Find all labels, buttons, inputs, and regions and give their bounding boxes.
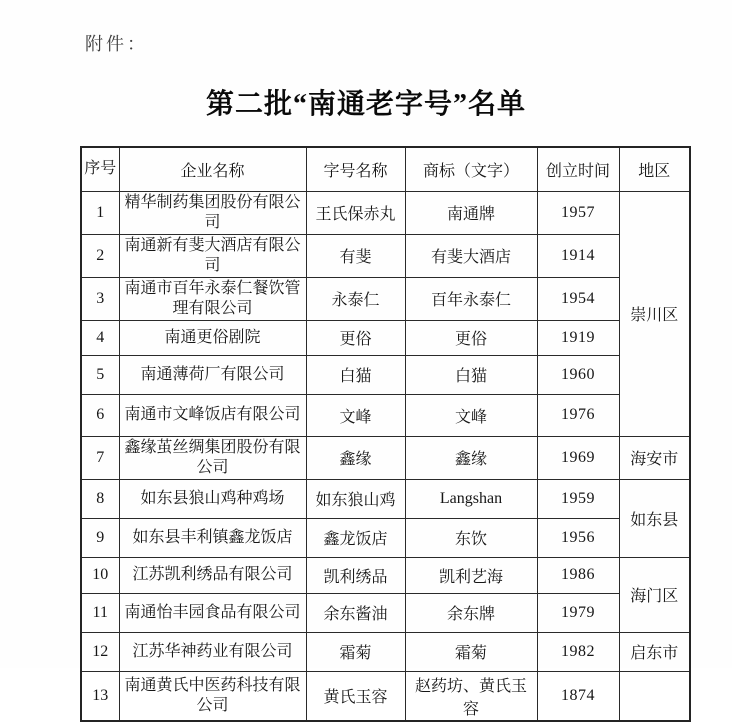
table-row: [81, 593, 690, 632]
cell-brand: 余东酱油: [306, 593, 405, 632]
cell-year: 1969: [537, 436, 619, 479]
cell-brand: 黄氏玉容: [306, 671, 405, 721]
cell-year: 1986: [537, 557, 619, 593]
cell-brand: 白猫: [306, 355, 405, 394]
cell-trademark: 余东牌: [405, 593, 537, 632]
cell-no: 5: [81, 355, 119, 394]
col-header-founded: 创立时间: [537, 147, 619, 191]
cell-company: 江苏华神药业有限公司: [119, 632, 306, 671]
region-cell-chongchuan: 崇川区: [619, 191, 690, 436]
cell-trademark: 文峰: [405, 394, 537, 436]
cell-trademark: 白猫: [405, 355, 537, 394]
cell-company: 精华制药集团股份有限公司: [119, 191, 306, 234]
col-header-brand: 字号名称: [306, 147, 405, 191]
cell-company: 鑫缘茧丝绸集团股份有限公司: [119, 436, 306, 479]
cell-brand: 鑫缘: [306, 436, 405, 479]
table-row: [81, 632, 690, 671]
table-row: [81, 277, 690, 320]
col-header-no: 序号: [81, 147, 119, 191]
cell-brand: 鑫龙饭店: [306, 518, 405, 557]
cell-company: 南通黄氏中医药科技有限公司: [119, 671, 306, 721]
cell-trademark: 赵药坊、黄氏玉容: [405, 671, 537, 721]
region-cell-qidong: 启东市: [619, 632, 690, 671]
cell-brand: 永泰仁: [306, 277, 405, 320]
cell-company: 南通更俗剧院: [119, 320, 306, 355]
cell-year: 1982: [537, 632, 619, 671]
table-row: [81, 320, 690, 355]
cell-brand: 更俗: [306, 320, 405, 355]
cell-no: 9: [81, 518, 119, 557]
cell-year: 1979: [537, 593, 619, 632]
cell-company: 南通市百年永泰仁餐饮管理有限公司: [119, 277, 306, 320]
table-row: [81, 394, 690, 436]
cell-company: 如东县狼山鸡种鸡场: [119, 479, 306, 518]
table-header-row: [81, 147, 690, 191]
table-row: [81, 479, 690, 518]
cell-year: 1957: [537, 191, 619, 234]
cell-year: 1976: [537, 394, 619, 436]
table-row: [81, 191, 690, 234]
cell-year: 1956: [537, 518, 619, 557]
cell-trademark: 凯利艺海: [405, 557, 537, 593]
cell-no: 8: [81, 479, 119, 518]
col-header-region: 地区: [619, 147, 690, 191]
page-title: 第二批“南通老字号”名单: [205, 89, 526, 120]
cell-company: 南通薄荷厂有限公司: [119, 355, 306, 394]
cell-company: 南通新有斐大酒店有限公司: [119, 234, 306, 277]
region-cell-haimen: 海门区: [619, 557, 690, 632]
cell-no: 11: [81, 593, 119, 632]
cell-company: 江苏凯利绣品有限公司: [119, 557, 306, 593]
cell-brand: 凯利绣品: [306, 557, 405, 593]
table-row: [81, 518, 690, 557]
region-cell-row13: [619, 671, 690, 721]
cell-trademark: 百年永泰仁: [405, 277, 537, 320]
cell-no: 6: [81, 394, 119, 436]
table-row: [81, 436, 690, 479]
table-row-clipped: [81, 671, 690, 721]
cell-company: 南通市文峰饭店有限公司: [119, 394, 306, 436]
table-row: [81, 557, 690, 593]
cell-no: 2: [81, 234, 119, 277]
cell-year: 1919: [537, 320, 619, 355]
attachment-label: 附件：: [85, 34, 148, 54]
cell-company: 南通怡丰园食品有限公司: [119, 593, 306, 632]
cell-brand: 文峰: [306, 394, 405, 436]
cell-trademark: 南通牌: [405, 191, 537, 234]
cell-company: 如东县丰利镇鑫龙饭店: [119, 518, 306, 557]
cell-trademark: 霜菊: [405, 632, 537, 671]
cell-trademark: 有斐大酒店: [405, 234, 537, 277]
region-cell-rudong: 如东县: [619, 479, 690, 557]
cell-no: 13: [81, 671, 119, 721]
cell-trademark: 更俗: [405, 320, 537, 355]
table-row: [81, 355, 690, 394]
cell-brand: 霜菊: [306, 632, 405, 671]
region-cell-haian: 海安市: [619, 436, 690, 479]
cell-no: 1: [81, 191, 119, 234]
cell-year: 1954: [537, 277, 619, 320]
cell-year: 1960: [537, 355, 619, 394]
brands-table: [80, 146, 691, 722]
cell-brand: 如东狼山鸡: [306, 479, 405, 518]
cell-brand: 有斐: [306, 234, 405, 277]
cell-year: 1914: [537, 234, 619, 277]
col-header-trademark: 商标（文字）: [405, 147, 537, 191]
cell-trademark: 鑫缘: [405, 436, 537, 479]
cell-year: 1959: [537, 479, 619, 518]
cell-no: 4: [81, 320, 119, 355]
cell-trademark: 东饮: [405, 518, 537, 557]
cell-no: 12: [81, 632, 119, 671]
cell-no: 3: [81, 277, 119, 320]
cell-year: 1874: [537, 671, 619, 721]
table-row: [81, 234, 690, 277]
cell-no: 7: [81, 436, 119, 479]
cell-trademark: Langshan: [405, 479, 537, 518]
cell-no: 10: [81, 557, 119, 593]
cell-brand: 王氏保赤丸: [306, 191, 405, 234]
col-header-company: 企业名称: [119, 147, 306, 191]
